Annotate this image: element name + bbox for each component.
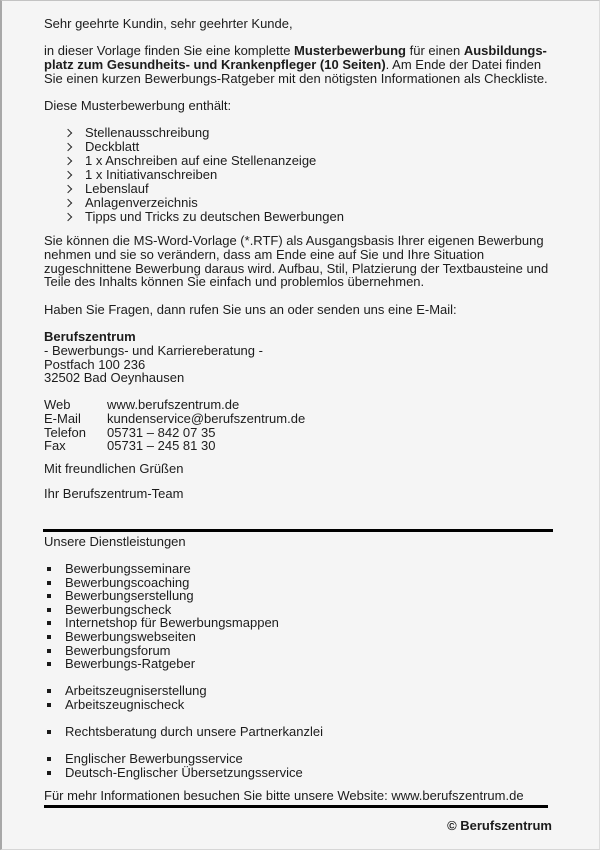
arrow-bullet-icon [64, 129, 72, 137]
contact-table [44, 398, 556, 453]
service-item [44, 576, 556, 590]
square-bullet-icon [47, 594, 51, 598]
signature-line: Ihr Berufszentrum-Team [44, 486, 184, 501]
square-bullet-icon [47, 649, 51, 653]
intro-run-1: in dieser Vorlage finden Sie eine komplette [44, 43, 295, 58]
list-item [44, 168, 556, 182]
service-label: Internetshop für Bewerbungsmappen [65, 615, 279, 631]
company-po-box: Postfach 100 236 [44, 356, 146, 372]
questions-line: Haben Sie Fragen, dann rufen Sie uns an oder senden uns eine E-Mail: [44, 302, 457, 317]
arrow-bullet-icon [64, 185, 72, 193]
list-item [44, 140, 556, 154]
square-bullet-icon [47, 757, 51, 761]
service-item [44, 644, 556, 658]
square-bullet-icon [47, 662, 51, 666]
list-item-label: Lebenslauf [85, 181, 149, 196]
square-bullet-icon [47, 689, 51, 693]
list-item [44, 196, 556, 210]
services-group-1 [44, 562, 556, 671]
copyright-notice: © Berufszentrum [447, 818, 552, 833]
intro-run-bold-ausbildungsplatz: Ausbildungs-platz zum Gesundheits- und Krankenpfleger (10 Seiten) [44, 43, 547, 72]
closing-line: Mit freundlichen Grüßen [44, 461, 184, 476]
service-item [44, 562, 556, 576]
intro-run-bold-musterbewerbung: Musterbewerbung [294, 43, 407, 58]
service-label: Bewerbungscheck [65, 601, 172, 617]
service-item [44, 752, 556, 766]
square-bullet-icon [47, 581, 51, 585]
arrow-bullet-icon [64, 171, 72, 179]
list-item-label: Stellenausschreibung [85, 125, 210, 140]
service-item [44, 589, 556, 603]
contents-list [44, 126, 556, 224]
service-item [44, 630, 556, 644]
website-info-line: Für mehr Informationen besuchen Sie bitte unsere Website: www.berufszentrum.de [44, 788, 524, 803]
square-bullet-icon [47, 608, 51, 612]
contact-value-fax: 05731 – 245 81 30 [107, 438, 216, 454]
square-bullet-icon [47, 703, 51, 707]
square-bullet-icon [47, 730, 51, 734]
square-bullet-icon [47, 635, 51, 639]
service-item [44, 657, 556, 671]
service-item [44, 766, 556, 780]
service-item [44, 698, 556, 712]
service-label: Bewerbungserstellung [65, 588, 194, 604]
service-item [44, 725, 556, 739]
service-label: Englischer Bewerbungsservice [65, 751, 243, 766]
service-label: Bewerbungsseminare [65, 561, 191, 576]
contact-label: Web [44, 397, 71, 412]
company-city: 32502 Bad Oeynhausen [44, 370, 185, 386]
usage-paragraph: Sie können die MS-Word-Vorlage (*.RTF) als Ausgangsbasis Ihrer eigenen Bewerbung nehmen und sie so verändern, dass am Ende eine auf Sie und Ihre Situation zugeschnittene Bewerbung daraus wird. Aufbau, Stil, Platzierung der Textbausteine und Teile des Inhalts können Sie einfach und problemlos übernehmen. [44, 233, 549, 290]
list-item-label: 1 x Initiativanschreiben [85, 167, 218, 182]
service-label: Bewerbungsforum [65, 642, 171, 658]
intro-run-5: . Am Ende der Datei finden Sie einen kurzen Bewerbungs-Ratgeber mit den nötigsten Informationen als Checkliste. [44, 56, 548, 86]
contact-row-fax [44, 439, 556, 453]
contact-row-phone [44, 426, 556, 440]
arrow-bullet-icon [64, 157, 72, 165]
list-item [44, 210, 556, 224]
company-tagline: - Bewerbungs- und Karriereberatung - [44, 342, 263, 358]
service-label: Deutsch-Englischer Übersetzungsservice [65, 764, 303, 780]
square-bullet-icon [47, 621, 51, 625]
intro-paragraph [44, 44, 556, 85]
divider-rule-top [43, 529, 553, 532]
intro-run-3: für einen [406, 43, 464, 58]
services-heading: Unsere Dienstleistungen [44, 534, 186, 549]
contact-value-email: kundenservice@berufszentrum.de [107, 410, 306, 426]
service-label: Arbeitszeugniserstellung [65, 683, 207, 698]
contact-value-phone: 05731 – 842 07 35 [107, 424, 216, 440]
contact-row-email [44, 412, 556, 426]
arrow-bullet-icon [64, 199, 72, 207]
list-item-label: 1 x Anschreiben auf eine Stellenanzeige [85, 153, 317, 168]
service-item [44, 616, 556, 630]
services-group-4 [44, 752, 556, 779]
list-item [44, 154, 556, 168]
services-group-2 [44, 684, 556, 711]
list-item [44, 126, 556, 140]
contact-label: E-Mail [44, 410, 81, 426]
arrow-bullet-icon [64, 143, 72, 151]
company-name: Berufszentrum [44, 329, 136, 344]
contact-label: Fax [44, 438, 66, 454]
arrow-bullet-icon [64, 213, 72, 221]
company-address-block [44, 330, 556, 385]
contact-value-website: www.berufszentrum.de [107, 397, 240, 412]
list-item [44, 182, 556, 196]
list-item-label: Deckblatt [85, 139, 140, 154]
services-group-3 [44, 725, 556, 739]
service-label: Bewerbungs-Ratgeber [65, 656, 196, 672]
contact-label: Telefon [44, 424, 86, 440]
list-item-label: Tipps und Tricks zu deutschen Bewerbungen [85, 209, 344, 224]
greeting-line: Sehr geehrte Kundin, sehr geehrter Kunde, [44, 16, 293, 31]
service-label: Bewerbungscoaching [65, 574, 190, 590]
square-bullet-icon [47, 567, 51, 571]
service-label: Bewerbungswebseiten [65, 628, 196, 644]
divider-rule-bottom [44, 805, 548, 808]
list-item-label: Anlagenverzeichnis [85, 195, 198, 210]
service-item [44, 603, 556, 617]
contains-heading: Diese Musterbewerbung enthält: [44, 98, 232, 113]
service-item [44, 684, 556, 698]
contact-row-web [44, 398, 556, 412]
square-bullet-icon [47, 771, 51, 775]
service-label: Arbeitszeugnischeck [65, 696, 185, 712]
service-label: Rechtsberatung durch unsere Partnerkanzlei [65, 724, 323, 739]
